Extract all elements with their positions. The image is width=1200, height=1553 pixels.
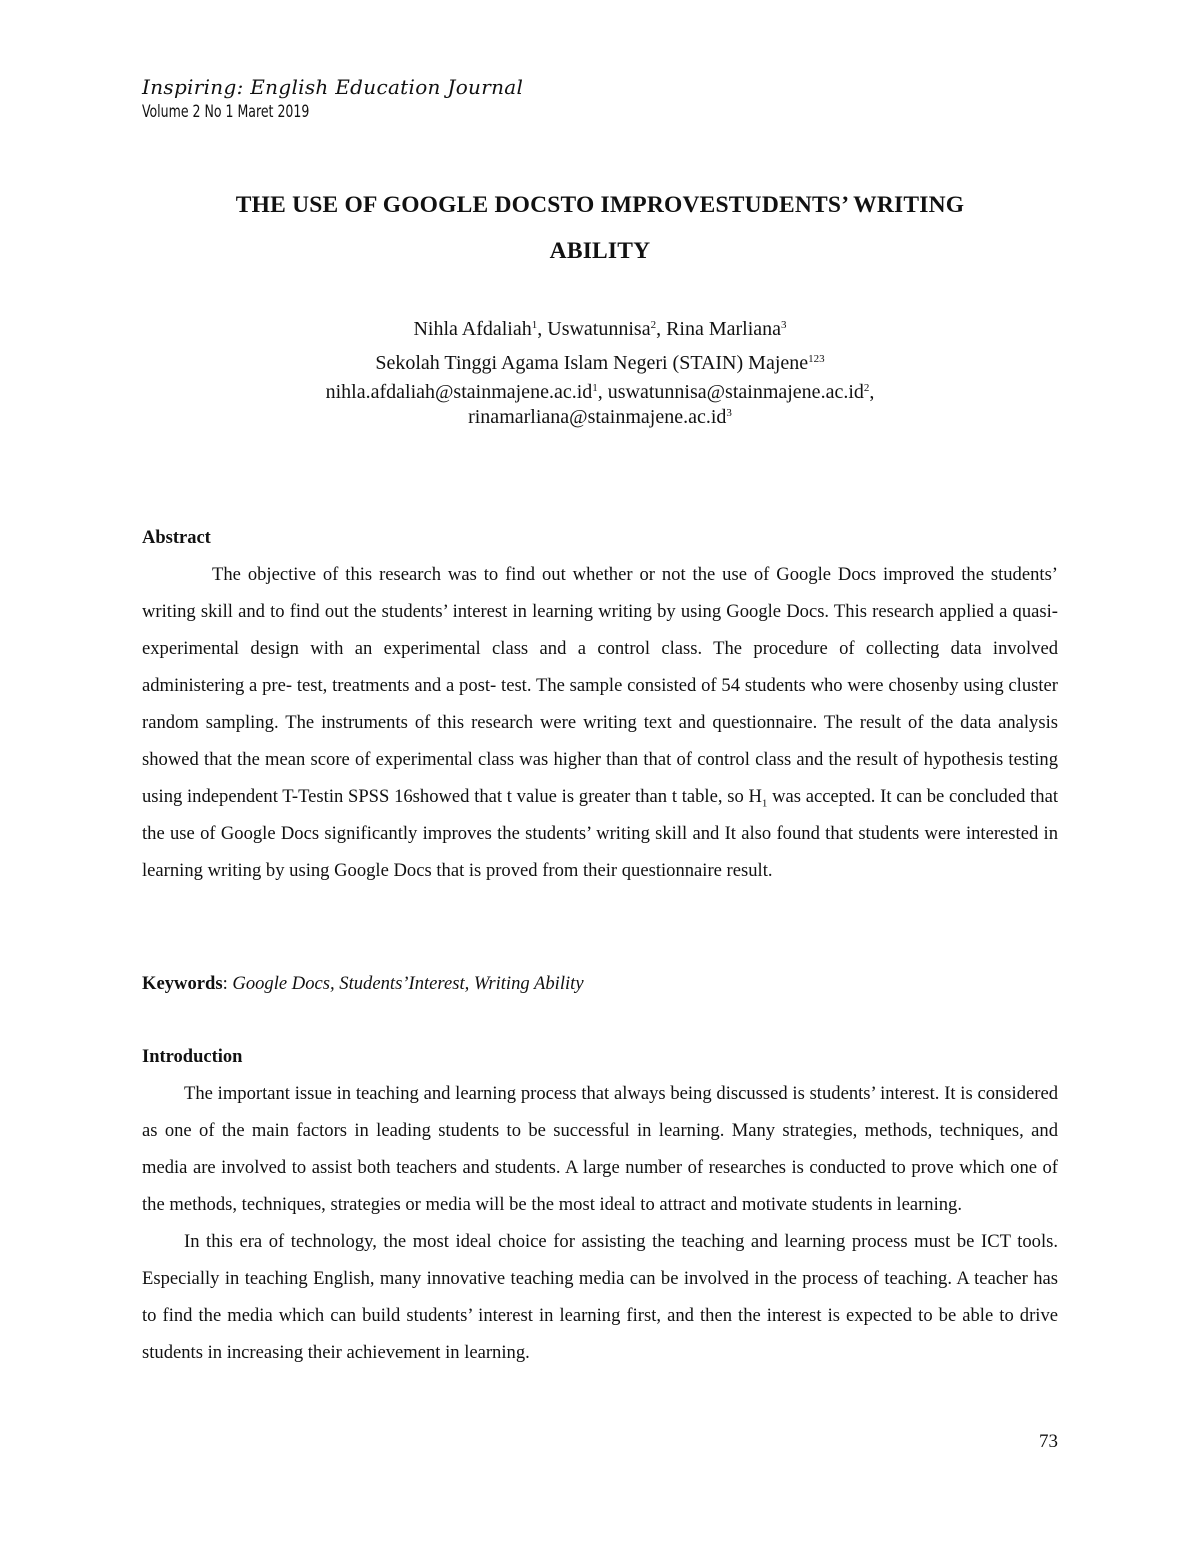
introduction-heading: Introduction — [142, 1047, 243, 1067]
running-header — [142, 74, 523, 124]
affiliation-sup: 123 — [808, 353, 825, 365]
paper-title-line-2: ABILITY — [549, 238, 651, 264]
author-email[interactable]: nihla.afdaliah@stainmajene.ac.id — [325, 381, 593, 403]
author-name: Rina Marliana — [666, 318, 782, 340]
paper-title — [140, 182, 1060, 274]
author-sup: 2 — [650, 319, 657, 331]
introduction-paragraph-2: In this era of technology, the most ideal choice for assisting the teaching and learning process must be ICT tools. Especially in teaching English, many innovative teaching media can be involved in the process of teaching. A teacher has to find the media which can build students’ interest in learning first, and then the interest is expected to be able to drive students in increasing their achievement in learning. — [142, 1231, 1058, 1363]
keywords-separator: : — [222, 973, 233, 994]
keywords — [142, 971, 584, 997]
author-emails-continued — [140, 405, 1060, 430]
paper-title-line-1: THE USE OF GOOGLE DOCSTO IMPROVESTUDENTS’ WRITING — [235, 192, 965, 218]
author-emails: $nihla.afdaliah@stainmajene.ac.id^1$, $uswatunnisa@stainmajene.ac.id^2$, — [325, 381, 875, 403]
introduction-paragraph-1: The important issue in teaching and learning process that always being discussed is students’ interest. It is considered as one of the main factors in leading students to be successful in learning. Many strategies, methods, techniques, and media are involved to assist both teachers and students. A large number of researches is conducted to prove which one of the methods, techniques, strategies or media will be the most ideal to attract and motivate students in learning. — [142, 1083, 1058, 1215]
author-sup: 1 — [531, 319, 538, 331]
journal-name: Inspiring: English Education Journal — [142, 75, 524, 99]
keywords-values: Google Docs, Students’Interest, Writing Ability — [232, 973, 584, 994]
hypothesis-subscript: 1 — [761, 797, 768, 810]
email-sup: 3 — [726, 407, 732, 419]
author-email[interactable]: rinamarliana@stainmajene.ac.id — [468, 406, 727, 428]
author-name: Nihla Afdaliah — [413, 318, 532, 340]
author-email[interactable]: uswatunnisa@stainmajene.ac.id — [607, 381, 864, 403]
author-names: Nihla Afdaliah$^1$, Uswatunnisa$^2$, Rina Marliana$^3$ — [413, 318, 787, 340]
abstract-text-part-2: was accepted. It can be concluded that the use of Google Docs significantly improves the students’ writing skill and It also found that students were interested in learning writing by using Google Docs that is proved from their questionnaire result. — [142, 786, 1058, 881]
author-sup: 3 — [781, 319, 787, 331]
email-sup: 2 — [863, 382, 870, 394]
abstract-paragraph — [142, 556, 1058, 889]
abstract-heading: Abstract — [142, 528, 211, 548]
introduction-body — [142, 1075, 1058, 1371]
author-block — [140, 312, 1060, 430]
email-sup: 1 — [592, 382, 598, 394]
author-name: Uswatunnisa — [547, 318, 651, 340]
page-number: 73 — [1039, 1431, 1058, 1452]
abstract-text-part-1: The objective of this research was to find out whether or not the use of Google Docs improved the students’ writing skill and to find out the students’ interest in learning writing by using Google Docs. This research applied a quasi-experimental design with an experimental class and a control class. The procedure of collecting data involved administering a pre- test, treatments and a post- test. The sample consisted of 54 students who were chosenby using cluster random sampling. The instruments of this research were writing text and questionnaire. The result of the data analysis showed that the mean score of experimental class was higher than that of control class and the result of hypothesis testing using independent T-Testin SPSS 16showed that t value is greater than t table, so H — [142, 564, 1058, 807]
journal-volume: Volume 2 No 1 Maret 2019 — [142, 102, 310, 122]
keywords-label: Keywords — [142, 973, 223, 994]
affiliation — [140, 346, 1060, 380]
affiliation-name: Sekolah Tinggi Agama Islam Negeri (STAIN) Majene — [375, 352, 809, 374]
abstract-body — [142, 556, 1058, 889]
